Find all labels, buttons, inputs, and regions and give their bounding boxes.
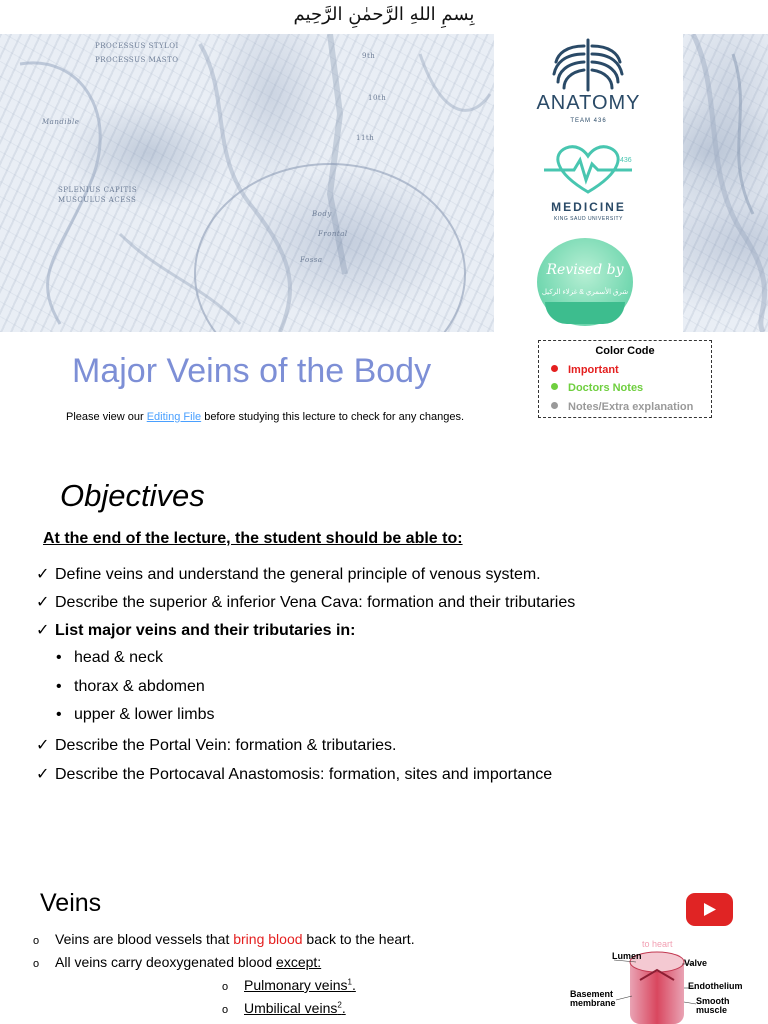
editing-note-prefix: Please view our — [66, 411, 147, 423]
objective-item — [36, 564, 541, 584]
team-number: 436 — [620, 157, 632, 164]
objective-text: Define veins and understand the general principle of venous system. — [55, 566, 541, 583]
veins-text: back to the heart. — [302, 931, 415, 947]
background-label: Mandible — [42, 118, 80, 126]
diagram-label-valve: Valve — [684, 958, 708, 968]
color-code-label: Doctors Notes — [568, 382, 644, 394]
color-code-doctors-notes — [551, 382, 643, 394]
veins-heading: Veins — [40, 889, 102, 917]
vein-structure-diagram — [566, 940, 756, 1024]
background-label: SPLENIUS CAPITIS — [58, 186, 138, 194]
background-label: 9th — [362, 52, 376, 60]
circle-bullet-icon: o — [33, 935, 40, 947]
background-label: 10th — [368, 94, 387, 102]
checkmark-icon: ✓ — [36, 566, 50, 583]
background-label: MUSCULUS ACESS — [58, 196, 137, 204]
circle-bullet-icon: o — [222, 1004, 229, 1016]
background-label: PROCESSUS STYLOI — [95, 42, 179, 50]
objective-sub-text: upper & lower limbs — [74, 706, 215, 723]
diagram-label-to-heart: to heart — [642, 939, 673, 949]
background-label: Frontal — [318, 230, 348, 238]
editing-note-suffix: before studying this lecture to check for any changes. — [201, 411, 465, 423]
medicine-logo-text: MEDICINE — [551, 200, 626, 214]
veins-text: Veins are blood vessels that — [55, 931, 234, 947]
color-code-legend — [538, 340, 712, 418]
editing-file-link[interactable]: Editing File — [146, 411, 202, 423]
veins-highlight: bring blood — [233, 931, 303, 947]
background-label: Body — [312, 210, 332, 218]
objective-sub-item — [56, 678, 205, 696]
diagram-label-muscle: muscle — [696, 1005, 728, 1015]
objective-text: Describe the Portocaval Anastomosis: formation, sites and importance — [55, 766, 553, 783]
objective-sub-item — [56, 706, 215, 724]
bismillah-calligraphy: بِسمِ اللهِ الرَّحمٰنِ الرَّحِيم — [293, 4, 475, 25]
veins-line-2 — [33, 954, 321, 970]
heart-logo-icon — [494, 142, 683, 198]
exception-label: Pulmonary veins$^1$. — [244, 977, 356, 993]
revised-by-title: Revised by — [546, 262, 624, 278]
university-name: KING SAUD UNIVERSITY — [554, 216, 623, 222]
objective-sub-item — [56, 649, 163, 667]
color-code-important — [551, 364, 619, 376]
veins-underlined: except: — [276, 954, 322, 970]
objective-item — [36, 620, 356, 640]
grey-dot-icon — [551, 402, 558, 409]
anatomy-logo-text: ANATOMY — [536, 92, 641, 114]
vein-exception-item — [222, 1000, 346, 1016]
checkmark-icon: ✓ — [36, 622, 50, 639]
revised-by-badge — [537, 238, 633, 326]
checkmark-icon: ✓ — [36, 594, 50, 611]
circle-bullet-icon: o — [33, 958, 40, 970]
exception-label: Umbilical veins$^2$. — [244, 1000, 346, 1016]
color-code-extra — [551, 401, 693, 413]
checkmark-icon: ✓ — [36, 766, 50, 783]
objectives-heading: Objectives — [60, 478, 205, 513]
veins-text: All veins carry deoxygenated blood — [55, 954, 277, 970]
vein-exception-item — [222, 977, 356, 993]
team-label: TEAM 436 — [570, 118, 607, 124]
anatomy-background-left — [0, 34, 494, 332]
color-code-label: Notes/Extra explanation — [568, 401, 694, 413]
diagram-label-membrane: membrane — [570, 998, 616, 1008]
diagram-label-lumen: Lumen — [612, 951, 642, 961]
ribcage-icon — [494, 36, 683, 96]
bullet-icon: • — [56, 706, 62, 723]
anatomy-sketch-right — [683, 34, 768, 332]
background-label: PROCESSUS MASTO — [95, 56, 179, 64]
anatomy-sketch — [0, 34, 494, 332]
red-dot-icon — [551, 365, 558, 372]
diagram-label-smooth: Smooth — [696, 996, 730, 1006]
diagram-label-basement: Basement — [570, 989, 614, 999]
youtube-video-button[interactable] — [686, 893, 733, 926]
objective-sub-text: thorax & abdomen — [74, 678, 205, 695]
objective-text: Describe the superior & inferior Vena Cava: formation and their tributaries — [55, 594, 576, 611]
objective-item — [36, 764, 552, 784]
diagram-label-endothelium: Endothelium — [688, 981, 743, 991]
page-title: Major Veins of the Body — [72, 352, 432, 390]
objective-item — [36, 735, 397, 755]
veins-line-1 — [33, 931, 415, 947]
bullet-icon: • — [56, 649, 62, 666]
logo-panel — [494, 34, 683, 332]
objective-text: List major veins and their tributaries in: — [55, 622, 356, 639]
background-label: Fossa — [300, 256, 323, 264]
background-label: 11th — [356, 134, 375, 142]
objectives-intro: At the end of the lecture, the student should be able to: — [43, 530, 463, 547]
circle-bullet-icon: o — [222, 981, 229, 993]
color-code-title: Color Code — [595, 345, 655, 357]
youtube-play-icon — [686, 893, 733, 926]
color-code-label: Important — [568, 364, 619, 376]
checkmark-icon: ✓ — [36, 737, 50, 754]
objective-item — [36, 592, 575, 612]
revisers-names: شرق الأسمري & غزلاء الركيل — [541, 289, 629, 296]
editing-note — [66, 411, 464, 423]
objective-sub-text: head & neck — [74, 649, 163, 666]
anatomy-background-right — [683, 34, 768, 332]
bullet-icon: • — [56, 678, 62, 695]
objective-text: Describe the Portal Vein: formation & tributaries. — [55, 737, 397, 754]
green-dot-icon — [551, 383, 558, 390]
